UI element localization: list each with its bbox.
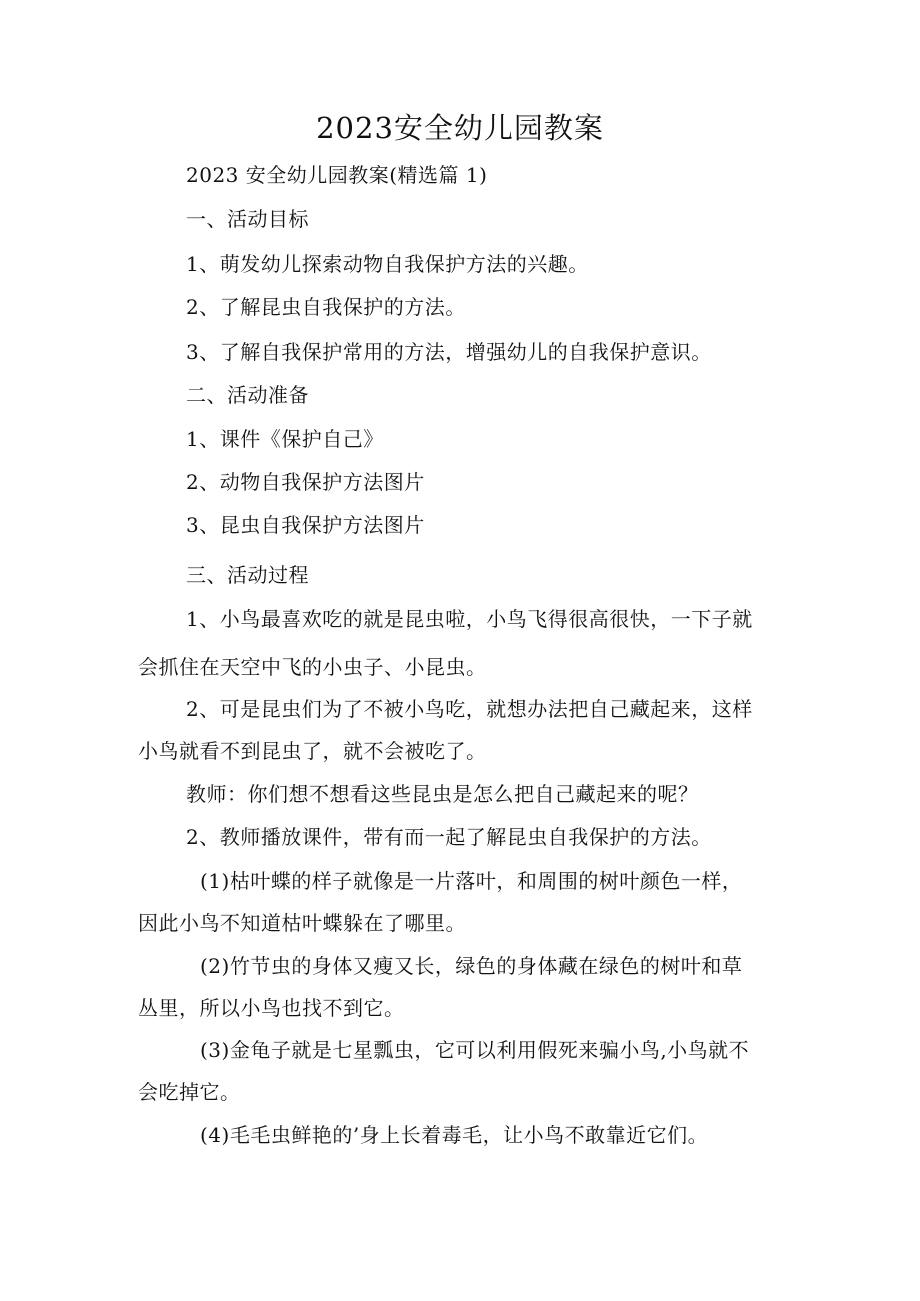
paragraph-line: 2、动物自我保护方法图片	[186, 470, 425, 494]
paragraph-line: (4)毛毛虫鲜艳的’身上长着毒毛，让小鸟不敢靠近它们。	[200, 1123, 709, 1147]
paragraph-line: 丛里，所以小鸟也找不到它。	[138, 996, 405, 1020]
paragraph-line: (2)竹节虫的身体又瘦又长，绿色的身体藏在绿色的树叶和草	[200, 954, 743, 978]
section-heading-subtitle: 2023 安全幼儿园教案(精选篇 1)	[186, 163, 488, 187]
paragraph-line: (1)枯叶蝶的样子就像是一片落叶，和周围的树叶颜色一样，	[200, 869, 743, 893]
paragraph-line: 小鸟就看不到昆虫了，就不会被吃了。	[138, 739, 487, 763]
paragraph-line: 教师：你们想不想看这些昆虫是怎么把自己藏起来的呢？	[186, 782, 699, 806]
paragraph-line: 会吃掉它。	[138, 1080, 241, 1104]
paragraph-line: 因此小鸟不知道枯叶蝶躲在了哪里。	[138, 911, 466, 935]
paragraph-line: 3、了解自我保护常用的方法，增强幼儿的自我保护意识。	[186, 340, 712, 364]
paragraph-line: 3、昆虫自我保护方法图片	[186, 513, 425, 537]
section-heading-preparation: 二、活动准备	[186, 383, 309, 407]
paragraph-line: 2、了解昆虫自我保护的方法。	[186, 295, 466, 319]
paragraph-line: 1、小鸟最喜欢吃的就是昆虫啦，小鸟飞得很高很快，一下子就	[186, 607, 753, 631]
paragraph-line: 1、萌发幼儿探索动物自我保护方法的兴趣。	[186, 252, 589, 276]
paragraph-line: 1、课件《保护自己》	[186, 427, 384, 451]
paragraph-line: 2、教师播放课件，带有而一起了解昆虫自我保护的方法。	[186, 825, 712, 849]
paragraph-line: 会抓住在天空中飞的小虫子、小昆虫。	[138, 655, 487, 679]
section-heading-process: 三、活动过程	[186, 563, 309, 587]
document-title: 2023安全幼儿园教案	[316, 111, 604, 145]
section-heading-goals: 一、活动目标	[186, 207, 309, 231]
paragraph-line: 2、可是昆虫们为了不被小鸟吃，就想办法把自己藏起来，这样	[186, 697, 753, 721]
paragraph-line: (3)金龟子就是七星瓢虫，它可以利用假死来骗小鸟,小鸟就不	[200, 1038, 750, 1062]
